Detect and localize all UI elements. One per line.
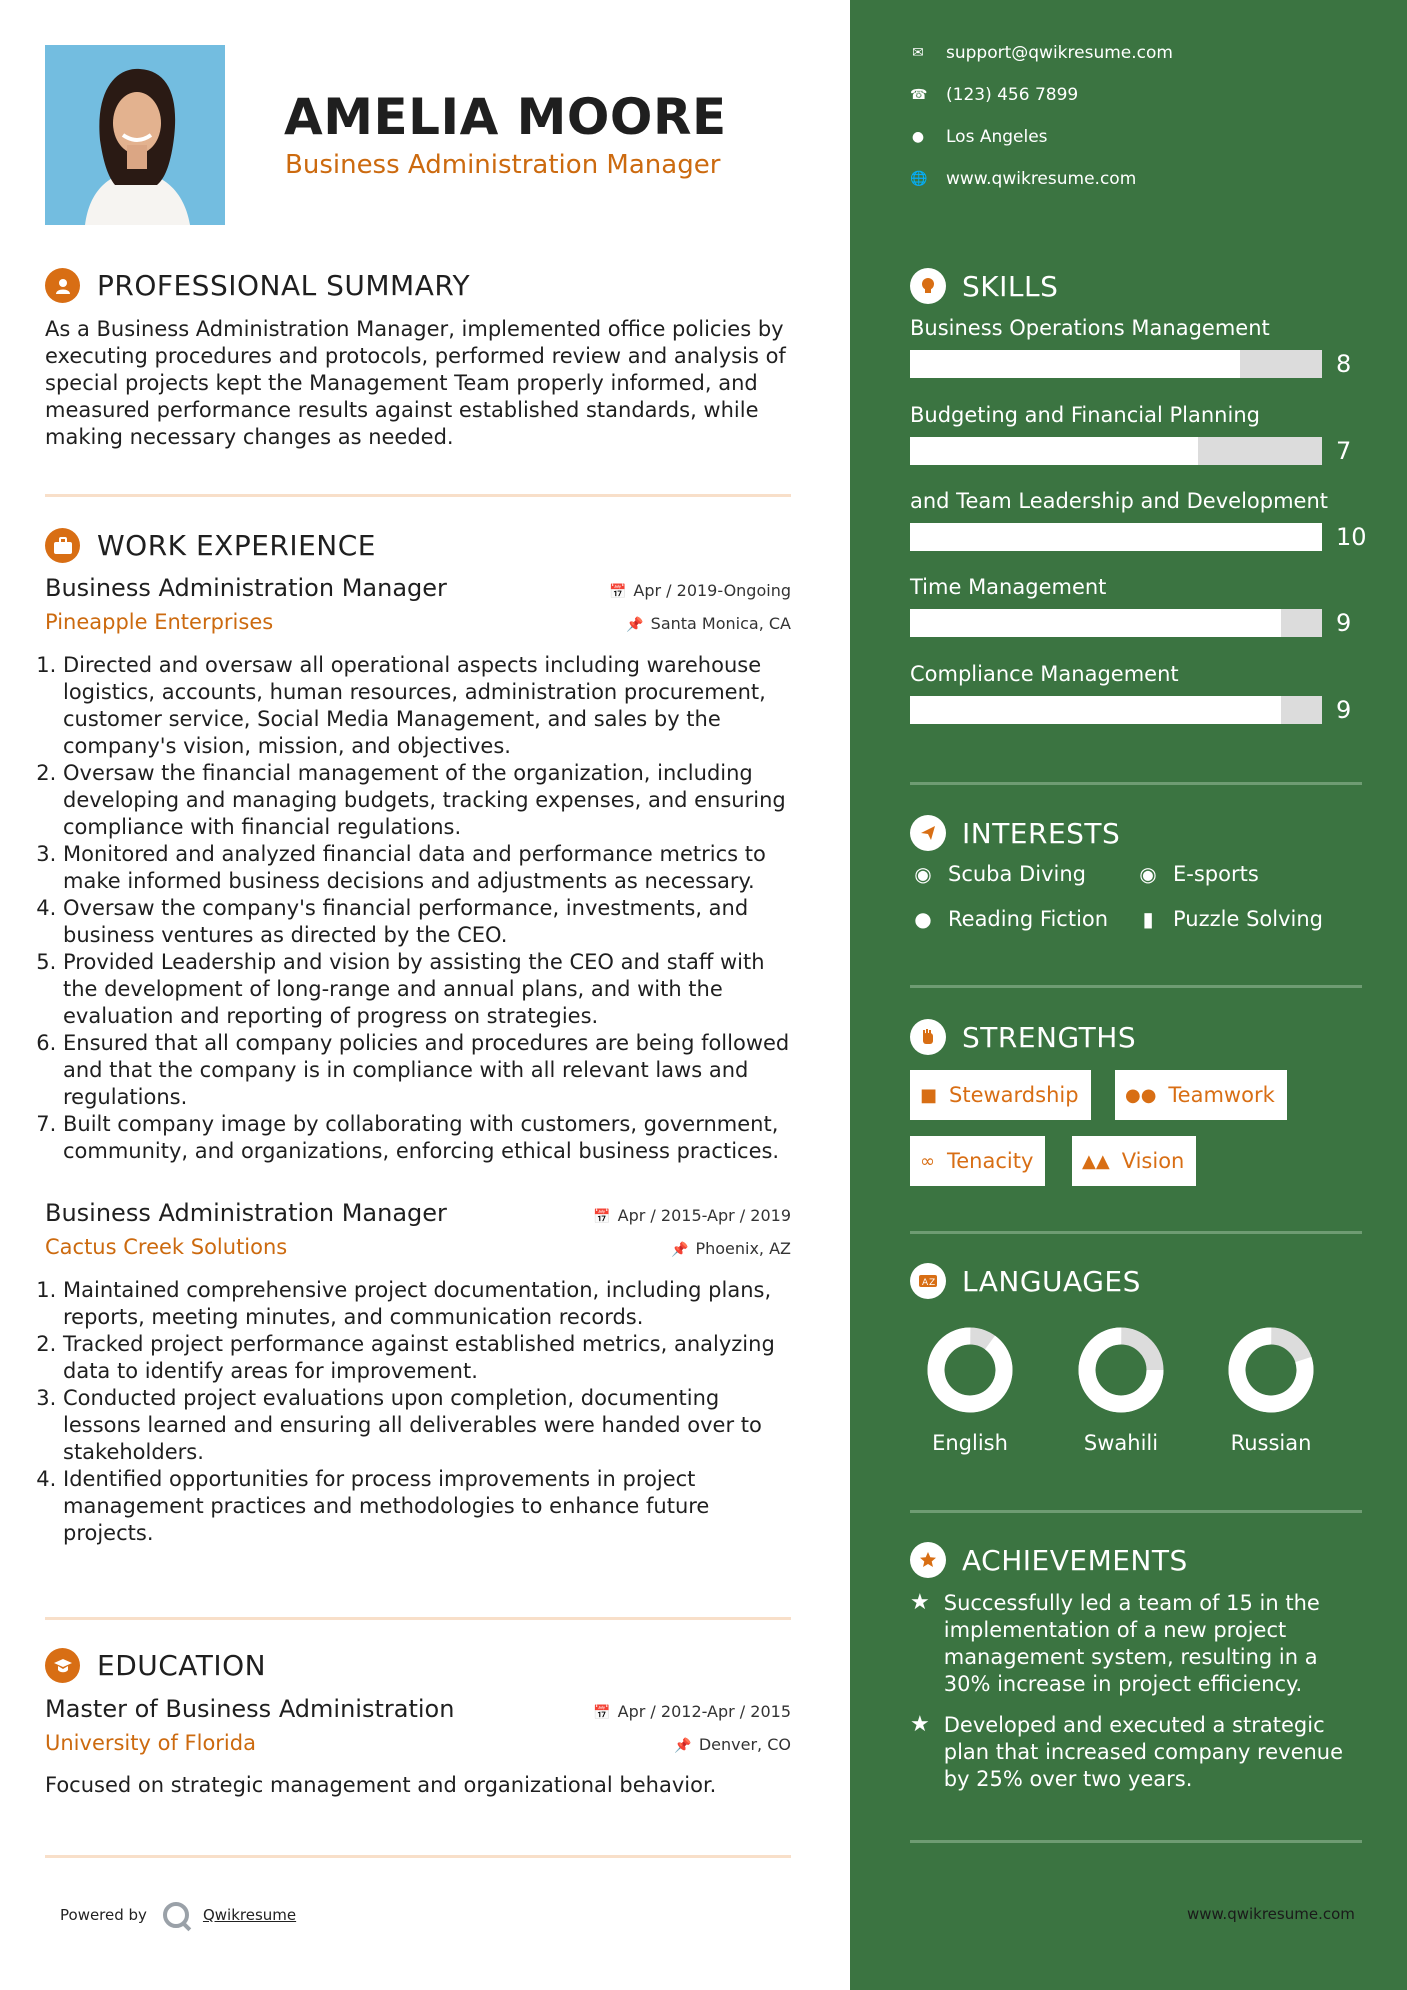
section-title: SKILLS xyxy=(962,269,1059,303)
skill-bar xyxy=(910,523,1322,551)
divider xyxy=(910,782,1362,785)
strength-chip xyxy=(1072,1136,1196,1186)
section-title: INTERESTS xyxy=(962,816,1121,850)
lightbulb-icon xyxy=(910,268,946,304)
footer-website[interactable]: www.qwikresume.com xyxy=(1187,1905,1355,1923)
school: University of Florida xyxy=(45,1731,256,1755)
shooting-star-icon: ★ xyxy=(910,1590,930,1615)
book-icon: ▮ xyxy=(1142,907,1154,931)
candidate-name: AMELIA MOORE xyxy=(284,88,727,146)
language-item xyxy=(1216,1327,1326,1455)
briefcase-icon: ■ xyxy=(920,1084,938,1106)
translate-icon xyxy=(910,1263,946,1299)
job-entry xyxy=(45,1199,791,1547)
skill-value: 7 xyxy=(1336,437,1352,465)
list-item: 7. Built company image by collaborating with customers, government, community, and organizations, enforcing ethical business practices. xyxy=(63,1111,791,1165)
list-item: 2. Oversaw the financial management of the organization, including developing and managing budgets, tracking expenses, and ensuring compliance with financial regulations. xyxy=(63,760,791,841)
section-title: PROFESSIONAL SUMMARY xyxy=(97,269,471,302)
language-label: Swahili xyxy=(1083,1431,1159,1455)
skill-item xyxy=(910,489,1370,551)
education-description: Focused on strategic management and organizational behavior. xyxy=(45,1773,717,1797)
job-role: Business Administration Manager xyxy=(45,1199,447,1227)
strength-label: Teamwork xyxy=(1168,1083,1275,1107)
language-ring xyxy=(1228,1327,1314,1413)
strength-chip xyxy=(910,1070,1091,1120)
interest-item xyxy=(910,862,1086,886)
powered-by-label: Powered by xyxy=(60,1906,147,1924)
language-ring xyxy=(1078,1327,1164,1413)
list-item: 2. Tracked project performance against established metrics, analyzing data to identify areas for improvement. xyxy=(63,1331,791,1385)
calendar-icon: 📅 xyxy=(593,1705,611,1721)
interest-label: Reading Fiction xyxy=(948,907,1109,931)
section-title: ACHIEVEMENTS xyxy=(962,1543,1188,1577)
job-entry xyxy=(45,574,791,1165)
list-item: 1. Directed and oversaw all operational aspects including warehouse logistics, accounts, human resources, administration procurement, customer service, Social Media Management, and sales by the company's vision, mission, and objectives. xyxy=(63,652,791,760)
list-item: 3. Conducted project evaluations upon completion, documenting lessons learned and ensuring all deliverables were handed over to stakeholders. xyxy=(63,1385,791,1466)
sidebar xyxy=(850,0,1407,1990)
phone-text: (123) 456 7899 xyxy=(946,85,1079,105)
language-ring xyxy=(927,1327,1013,1413)
pin-icon: 📌 xyxy=(626,617,644,633)
list-item: 4. Identified opportunities for process improvements in project management practices and methodologies to enhance future projects. xyxy=(63,1466,791,1547)
language-item xyxy=(915,1327,1025,1455)
strength-label: Tenacity xyxy=(947,1149,1034,1173)
strength-chip xyxy=(1115,1070,1287,1120)
languages-section-heading xyxy=(910,1263,1141,1299)
section-title: EDUCATION xyxy=(97,1649,267,1682)
strength-label: Stewardship xyxy=(949,1083,1079,1107)
interest-item xyxy=(1135,862,1259,886)
life-ring-icon: ◉ xyxy=(914,862,932,886)
skill-value: 9 xyxy=(1336,696,1352,724)
interest-item xyxy=(1135,907,1323,931)
divider xyxy=(45,1855,791,1858)
divider xyxy=(910,1510,1362,1513)
job-company: Cactus Creek Solutions xyxy=(45,1235,288,1259)
skill-item xyxy=(910,316,1370,378)
binoculars-icon: ▲▲ xyxy=(1082,1150,1110,1172)
section-title: STRENGTHS xyxy=(962,1020,1137,1054)
achievement-text: Successfully led a team of 15 in the implementation of a new project management system, resulting in a 30% increase in project efficiency. xyxy=(943,1591,1320,1696)
shooting-star-icon: ★ xyxy=(910,1712,930,1737)
skill-value: 8 xyxy=(1336,350,1352,378)
skill-item xyxy=(910,403,1370,465)
job-bullets xyxy=(45,1277,791,1547)
profile-photo xyxy=(45,45,225,225)
achievement-item xyxy=(910,1712,1370,1793)
map-marker-icon: ● xyxy=(911,129,925,145)
skill-value: 10 xyxy=(1336,523,1367,551)
paper-plane-icon xyxy=(910,815,946,851)
qwikresume-link[interactable]: Qwikresume xyxy=(202,1906,297,1924)
language-ring-fill xyxy=(927,1327,1013,1413)
contact-phone xyxy=(910,85,1078,105)
pin-icon: 📌 xyxy=(674,1738,692,1754)
achievements-section-heading xyxy=(910,1542,1188,1578)
skill-bar xyxy=(910,696,1322,724)
skill-value: 9 xyxy=(1336,609,1352,637)
education-section-heading xyxy=(45,1648,266,1683)
strength-label: Vision xyxy=(1121,1149,1185,1173)
skill-bar-fill xyxy=(910,437,1198,465)
summary-text: As a Business Administration Manager, implemented office policies by executing procedures and protocols, performed review and analysis of special projects kept the Management Team properly informed, and measured performance results against established standards, while making necessary changes as needed. xyxy=(45,317,786,449)
phone-icon: ☎ xyxy=(910,87,928,103)
gamepad-icon: ● xyxy=(914,907,932,931)
contact-location xyxy=(910,127,1048,147)
list-item: 5. Provided Leadership and vision by assisting the CEO and staff with the development of long-range and annual plans, and with the evaluation and reporting of progress on strategies. xyxy=(63,949,791,1030)
calendar-icon: 📅 xyxy=(593,1209,611,1225)
skill-bar-fill xyxy=(910,696,1281,724)
interest-label: Scuba Diving xyxy=(948,862,1086,886)
email-text[interactable]: support@qwikresume.com xyxy=(946,43,1173,63)
divider xyxy=(910,985,1362,988)
powered-by xyxy=(60,1902,296,1928)
skill-label: Time Management xyxy=(910,575,1107,599)
contact-email xyxy=(910,43,1173,63)
location-text: Los Angeles xyxy=(946,127,1048,147)
language-label: English xyxy=(932,1431,1008,1455)
skill-bar xyxy=(910,350,1322,378)
section-title: WORK EXPERIENCE xyxy=(97,529,376,562)
skill-item xyxy=(910,662,1370,724)
section-title: LANGUAGES xyxy=(962,1264,1141,1298)
language-label: Russian xyxy=(1230,1431,1312,1455)
education-location: Denver, CO xyxy=(698,1735,791,1754)
skill-label: Budgeting and Financial Planning xyxy=(910,403,1260,427)
briefcase-icon xyxy=(45,528,80,563)
svg-text:A: A xyxy=(922,1278,929,1288)
divider xyxy=(910,1231,1362,1234)
qwikresume-logo-icon xyxy=(163,1902,189,1928)
job-location: Phoenix, AZ xyxy=(695,1239,791,1258)
graduation-icon xyxy=(45,1648,80,1683)
job-role: Business Administration Manager xyxy=(45,574,447,602)
pin-icon: 📌 xyxy=(671,1242,689,1258)
skill-bar-fill xyxy=(910,350,1240,378)
life-ring-icon: ◉ xyxy=(1139,862,1157,886)
list-item: 6. Ensured that all company policies and procedures are being followed and that the company is in compliance with all relevant laws and regulations. xyxy=(63,1030,791,1111)
job-dates: Apr / 2019-Ongoing xyxy=(633,581,791,600)
language-item xyxy=(1066,1327,1176,1455)
achievement-item xyxy=(910,1590,1370,1698)
list-item: 1. Maintained comprehensive project documentation, including plans, reports, meeting minutes, and communication records. xyxy=(63,1277,791,1331)
experience-section-heading xyxy=(45,528,376,563)
list-item: 4. Oversaw the company's financial performance, investments, and business ventures as directed by the CEO. xyxy=(63,895,791,949)
divider xyxy=(45,1617,791,1620)
divider xyxy=(910,1840,1362,1843)
strengths-section-heading xyxy=(910,1019,1136,1055)
job-company: Pineapple Enterprises xyxy=(45,610,274,634)
summary-section-heading xyxy=(45,268,470,303)
interest-label: Puzzle Solving xyxy=(1173,907,1323,931)
skill-bar xyxy=(910,609,1322,637)
interests-section-heading xyxy=(910,815,1120,851)
skill-item xyxy=(910,575,1370,637)
skill-label: Compliance Management xyxy=(910,662,1179,686)
hand-icon xyxy=(910,1019,946,1055)
achievement-text: Developed and executed a strategic plan that increased company revenue by 25% over two years. xyxy=(943,1713,1344,1791)
svg-text:Z: Z xyxy=(929,1278,936,1288)
skills-section-heading xyxy=(910,268,1058,304)
strength-chip xyxy=(910,1136,1045,1186)
skill-bar xyxy=(910,437,1322,465)
list-item: 3. Monitored and analyzed financial data and performance metrics to make informed business decisions and adjustments as necessary. xyxy=(63,841,791,895)
envelope-icon: ✉ xyxy=(912,45,924,61)
job-location: Santa Monica, CA xyxy=(650,614,791,633)
skill-label: and Team Leadership and Development xyxy=(910,489,1329,513)
star-icon xyxy=(910,1542,946,1578)
users-icon: ●● xyxy=(1125,1084,1157,1106)
skill-bar-fill xyxy=(910,609,1281,637)
interest-label: E-sports xyxy=(1173,862,1259,886)
degree: Master of Business Administration xyxy=(45,1695,455,1723)
link-icon: ∞ xyxy=(920,1150,935,1172)
user-icon xyxy=(45,268,80,303)
job-dates: Apr / 2015-Apr / 2019 xyxy=(617,1206,791,1225)
skill-label: Business Operations Management xyxy=(910,316,1270,340)
contact-website xyxy=(910,169,1136,189)
education-entry xyxy=(45,1695,791,1797)
website-text[interactable]: www.qwikresume.com xyxy=(946,169,1137,189)
divider xyxy=(45,494,791,497)
job-bullets xyxy=(45,652,791,1165)
globe-icon: 🌐 xyxy=(910,171,928,187)
interest-item xyxy=(910,907,1108,931)
candidate-title: Business Administration Manager xyxy=(285,150,721,180)
education-dates: Apr / 2012-Apr / 2015 xyxy=(617,1702,791,1721)
skill-bar-fill xyxy=(910,523,1322,551)
calendar-icon: 📅 xyxy=(608,584,627,600)
